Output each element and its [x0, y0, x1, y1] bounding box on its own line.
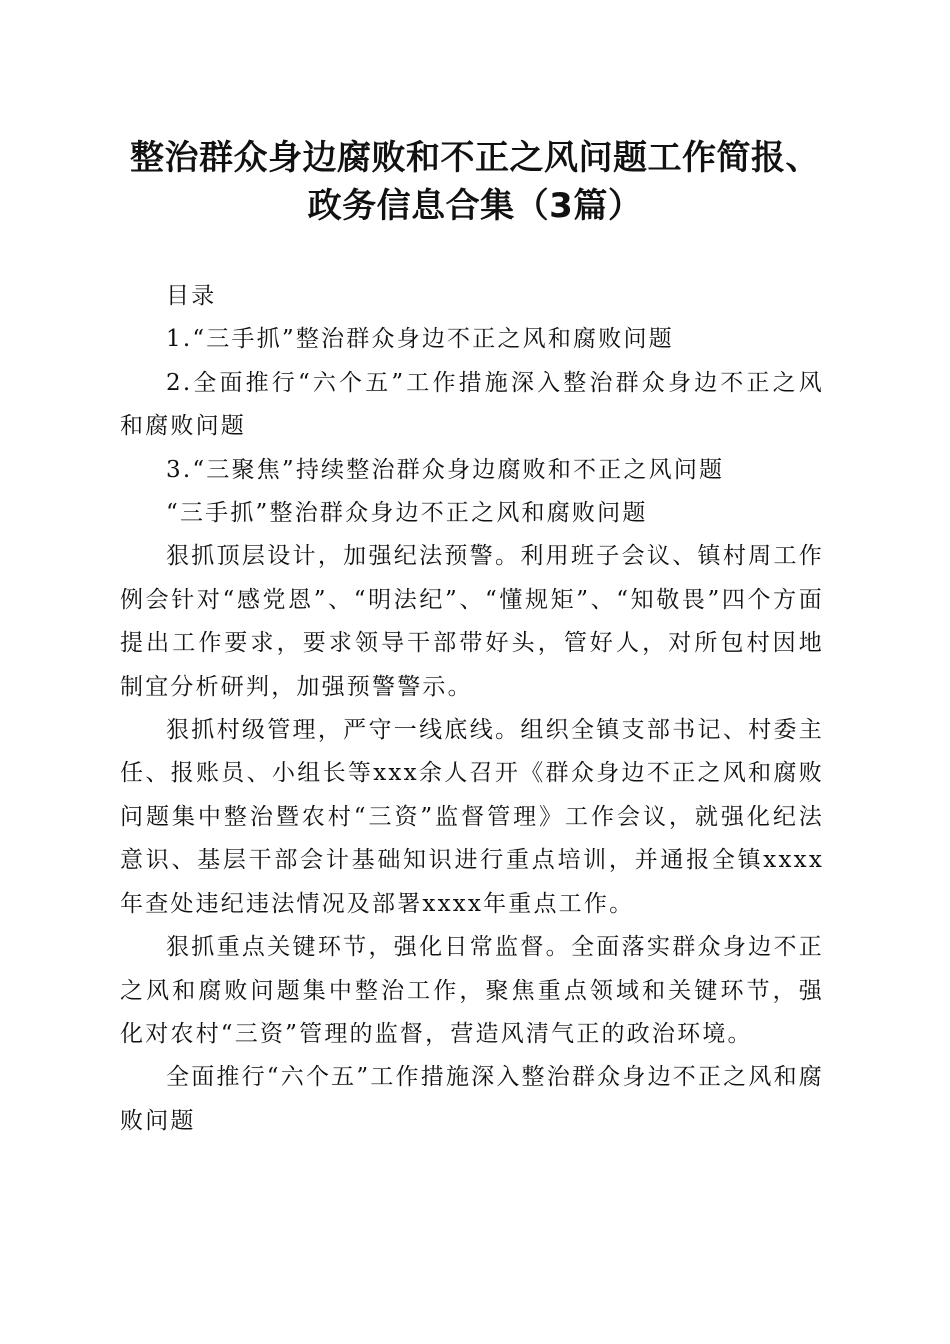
paragraph-1: 狠抓顶层设计，加强纪法预警。利用班子会议、镇村周工作例会针对“感党恩”、“明法纪”、“懂规矩”、“知敬畏”四个方面提出工作要求，要求领导干部带好头，管好人，对所包村因地制宜分析研判，加强预警警示。 [120, 543, 824, 700]
section-2-heading: 全面推行“六个五”工作措施深入整治群众身边不正之风和腐败问题 [120, 1064, 824, 1134]
paragraph-2: 狠抓村级管理，严守一线底线。组织全镇支部书记、村委主任、报账员、小组长等xxx余人召开《群众身边不正之风和腐败问题集中整治暨农村“三资”监督管理》工作会议，就强化纪法意识、基层干部会计基础知识进行重点培训，并通报全镇xxxx年查处违纪违法情况及部署xxxx年重点工作。 [120, 717, 824, 917]
toc-item-3: 3.“三聚焦”持续整治群众身边腐败和不正之风问题 [166, 456, 725, 483]
document-body [120, 275, 824, 1143]
title-line-1: 整治群众身边腐败和不正之风问题工作简报、 [130, 138, 820, 178]
section-1-heading: “三手抓”整治群众身边不正之风和腐败问题 [166, 500, 648, 527]
paragraph-3: 狠抓重点关键环节，强化日常监督。全面落实群众身边不正之风和腐败问题集中整治工作，聚焦重点领域和关键环节，强化对农村“三资”管理的监督，营造风清气正的政治环境。 [120, 934, 824, 1047]
document-title [110, 134, 840, 230]
toc-item-2: 2.全面推行“六个五”工作措施深入整治群众身边不正之风和腐败问题 [120, 369, 824, 440]
toc-label: 目录 [166, 283, 217, 309]
toc-item-1: 1.“三手抓”整治群众身边不正之风和腐败问题 [166, 326, 674, 353]
title-line-2: 政务信息合集（3篇） [307, 186, 643, 226]
